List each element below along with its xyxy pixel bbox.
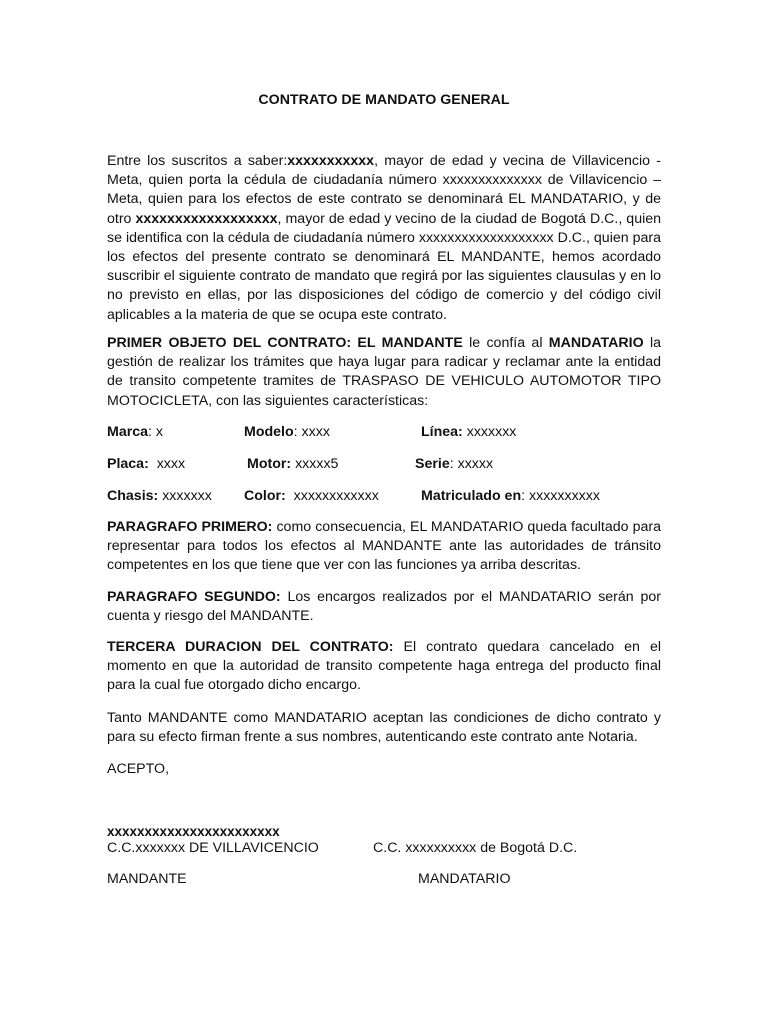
field-linea xyxy=(421,423,516,442)
field-serie xyxy=(415,455,493,474)
modelo-label: Modelo xyxy=(244,424,294,440)
color-label: Color: xyxy=(244,488,286,504)
matriculado-label: Matriculado en xyxy=(421,488,522,504)
paragraph-second-text: Los encargos realizados por el MANDATARIO serán por cuenta y riesgo del MANDANTE. xyxy=(107,589,661,625)
intro-text-3: , mayor de edad y vecino de la ciudad de Bogotá D.C., quien se identifica con la cédula de ciudadanía número xxxxxxxxxxxxxxxxxxx D.C., quien para los efectos del presente contrato se denominará EL MANDANTE, hemos acordado suscribir el siguiente contrato de mandato que regirá por las siguientes clausulas y en lo no previsto en ellas, por las disposiciones del código de comercio y del código civil aplicables a la materia de que se ocupa este contrato. xyxy=(107,210,662,323)
mandante-id: C.C.xxxxxxx DE VILLAVICENCIO xyxy=(107,840,319,856)
linea-label: Línea: xyxy=(421,424,463,440)
placa-value: xxxx xyxy=(148,456,186,472)
chasis-label: Chasis: xyxy=(107,488,159,504)
field-matriculado xyxy=(421,487,600,506)
serie-value: : xxxxx xyxy=(449,456,494,472)
field-color xyxy=(244,487,379,506)
clause-first-mandatario: MANDATARIO xyxy=(548,335,644,351)
field-marca xyxy=(107,423,163,442)
paragraph-second-heading: PARAGRAFO SEGUNDO: xyxy=(107,589,281,605)
paragraph-first xyxy=(107,518,661,576)
mandante-name: xxxxxxxxxxxxxxxxxx xyxy=(135,210,278,227)
clause-third-text: El contrato quedara cancelado en el momento en que la autoridad de transito competente haga entrega del producto final para la cual fue otorgado dicho encargo. xyxy=(107,639,661,694)
document-title: CONTRATO DE MANDATO GENERAL xyxy=(258,92,510,108)
placa-label: Placa: xyxy=(107,456,149,472)
field-motor xyxy=(247,455,338,474)
marca-value: : x xyxy=(148,424,163,440)
intro-text-2: , mayor de edad y vecina de Villavicencio - Meta, quien porta la cédula de ciudadanía número xxxxxxxxxxxxxx de Villavicencio – Meta, quien para los efectos de este contrato se denominará EL MANDATARIO, y de otro xyxy=(107,153,662,227)
clause-first-text-1: le confía al xyxy=(462,335,549,351)
field-placa xyxy=(107,455,185,474)
chasis-value: xxxxxxx xyxy=(158,488,212,504)
vehicle-row-1 xyxy=(107,423,661,443)
vehicle-row-3 xyxy=(107,487,661,507)
clause-first-paragraph xyxy=(107,334,661,411)
marca-label: Marca xyxy=(107,424,149,440)
signature-name-line: xxxxxxxxxxxxxxxxxxxxxxx xyxy=(107,824,280,839)
clause-first-text-2: la gestión de realizar los trámites que haya lugar para radicar y reclamar ante la entidad de transito competente tramites de TRASPASO DE VEHICULO AUTOMOTOR TIPO MOTOCICLETA, con las siguientes características: xyxy=(107,335,661,409)
closing-paragraph: Tanto MANDANTE como MANDATARIO aceptan las condiciones de dicho contrato y para su efecto firman frente a sus nombres, autenticando este contrato ante Notaria. xyxy=(107,710,661,746)
clause-third-heading: TERCERA DURACION DEL CONTRATO: xyxy=(107,639,394,655)
document-page xyxy=(107,0,661,1024)
modelo-value: : xxxx xyxy=(293,424,330,440)
paragraph-first-heading: PARAGRAFO PRIMERO: xyxy=(107,519,273,535)
motor-value: xxxxx5 xyxy=(291,456,339,472)
intro-paragraph xyxy=(107,152,661,325)
linea-value: xxxxxxx xyxy=(462,424,517,440)
mandante-role: MANDANTE xyxy=(107,871,187,887)
paragraph-second xyxy=(107,588,661,626)
intro-text-1: Entre los suscritos a saber: xyxy=(107,153,288,169)
field-chasis xyxy=(107,487,212,506)
motor-label: Motor: xyxy=(247,456,292,472)
serie-label: Serie xyxy=(415,456,450,472)
paragraph-first-text: como consecuencia, EL MANDATARIO queda facultado para representar para todos los efectos al MANDANTE ante las autoridades de tránsito competentes en los que tiene que ver con las funciones ya arriba descritas. xyxy=(107,519,661,574)
acepto-text: ACEPTO, xyxy=(107,761,170,777)
color-value: xxxxxxxxxxxx xyxy=(285,488,379,504)
clause-first-heading: PRIMER OBJETO DEL CONTRATO: EL MANDANTE xyxy=(107,335,463,351)
mandatario-id: C.C. xxxxxxxxxx de Bogotá D.C. xyxy=(373,840,578,856)
matriculado-value: : xxxxxxxxxx xyxy=(521,488,600,504)
field-modelo xyxy=(244,423,330,442)
vehicle-row-2 xyxy=(107,455,661,475)
clause-third-paragraph xyxy=(107,638,661,696)
mandatario-role: MANDATARIO xyxy=(418,871,511,887)
mandatario-name: xxxxxxxxxxx xyxy=(287,153,375,169)
